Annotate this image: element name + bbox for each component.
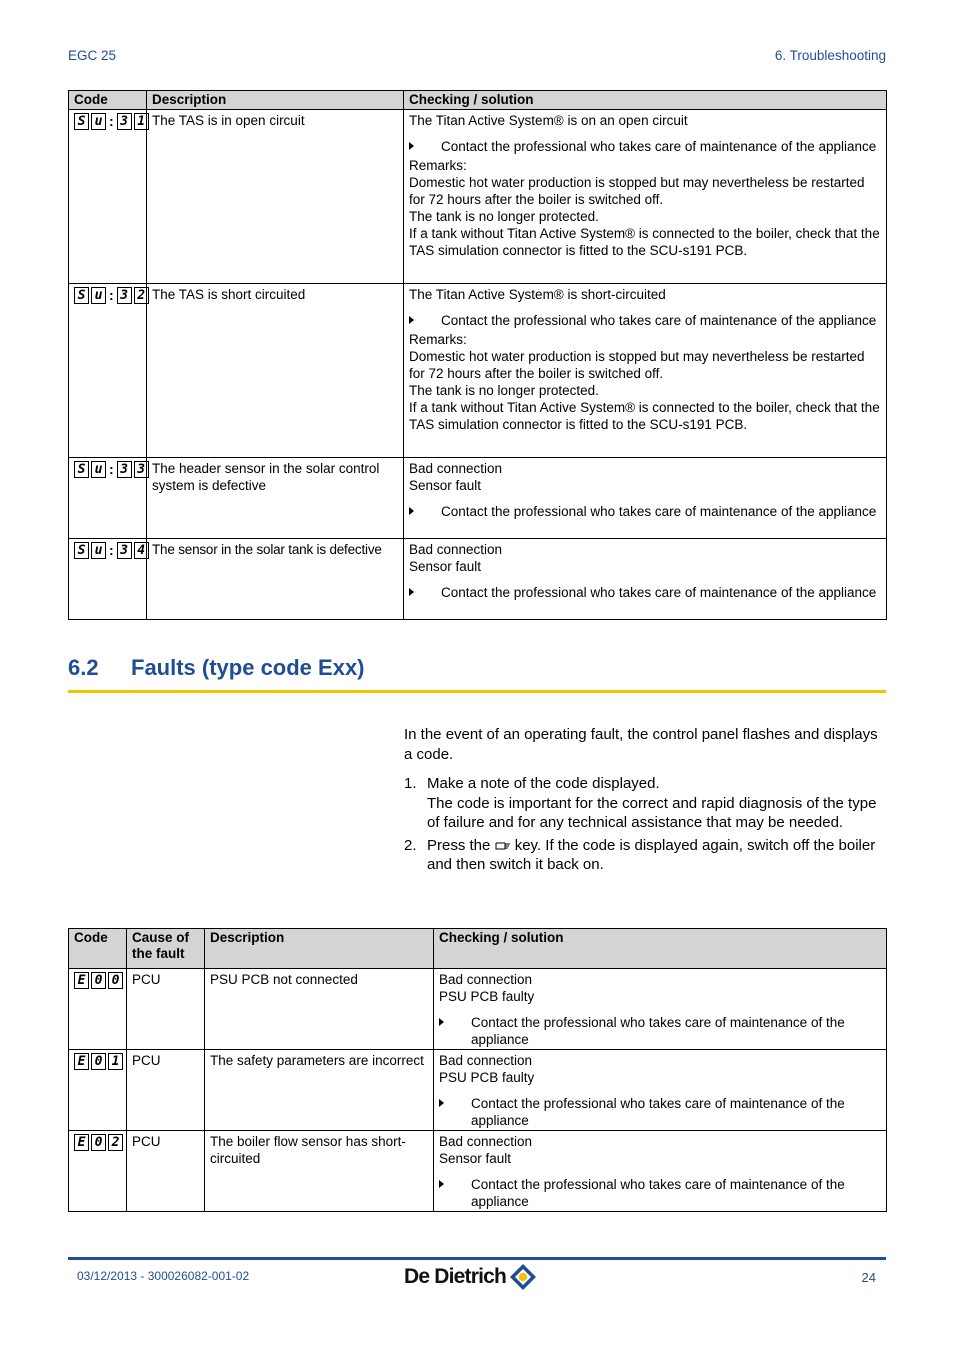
description-cell: The sensor in the solar tank is defective xyxy=(147,539,404,620)
code-digit: S xyxy=(74,542,89,559)
bullet-arrow-icon xyxy=(439,1180,444,1188)
code-digit: 2 xyxy=(108,1134,123,1151)
bullet-text: Contact the professional who takes care of maintenance of the appliance xyxy=(441,585,877,600)
solution-cell xyxy=(404,110,887,284)
col-header-description: Description xyxy=(205,929,434,969)
solution-line: Bad connection xyxy=(439,1134,533,1149)
remark-text: The tank is no longer protected. xyxy=(409,209,599,224)
solution-line: PSU PCB faulty xyxy=(439,989,535,1004)
table-row xyxy=(69,1050,887,1131)
solution-line: Bad connection xyxy=(409,461,503,476)
remarks-label: Remarks: xyxy=(409,158,467,173)
table-row xyxy=(69,110,887,284)
segment-code-display xyxy=(74,287,149,304)
bullet-arrow-icon xyxy=(409,316,414,324)
bullet-text: Contact the professional who takes care of maintenance of the appliance xyxy=(441,313,877,328)
code-digit: 3 xyxy=(117,542,132,559)
code-cell xyxy=(69,110,147,284)
code-digit: 1 xyxy=(134,113,149,130)
col-header-description: Description xyxy=(147,91,404,110)
bullet-arrow-icon xyxy=(409,588,414,596)
segment-code-display xyxy=(74,972,123,989)
description-cell: The TAS is short circuited xyxy=(147,284,404,458)
code-digit: 3 xyxy=(117,287,132,304)
code-digit: E xyxy=(74,972,89,989)
code-digit: 4 xyxy=(134,542,149,559)
description-cell: The boiler flow sensor has short-circuited xyxy=(205,1131,434,1212)
bullet-text: Contact the professional who takes care of maintenance of the appliance xyxy=(471,1096,845,1128)
section-underline xyxy=(68,690,886,693)
solution-cell xyxy=(434,1131,887,1212)
description-cell: PSU PCB not connected xyxy=(205,969,434,1050)
solution-cell xyxy=(404,284,887,458)
logo-wordmark: De Dietrich xyxy=(404,1265,507,1288)
bullet-text: Contact the professional who takes care of maintenance of the appliance xyxy=(471,1177,845,1209)
solution-line: The Titan Active System® is on an open circuit xyxy=(409,113,688,128)
step-2 xyxy=(404,836,889,875)
description-cell: The header sensor in the solar control system is defective xyxy=(147,458,404,539)
bullet-item xyxy=(409,584,881,601)
remarks-label: Remarks: xyxy=(409,332,467,347)
step-text: Press the xyxy=(427,836,491,854)
bullet-item xyxy=(439,1014,881,1048)
section-number: 6.2 xyxy=(68,655,99,680)
su-codes-table xyxy=(68,90,887,620)
col-header-checking: Checking / solution xyxy=(434,929,887,969)
code-digit: S xyxy=(74,113,89,130)
segment-code-display xyxy=(74,1053,123,1070)
remark-text: The tank is no longer protected. xyxy=(409,383,599,398)
code-digit: 3 xyxy=(117,113,132,130)
remark-text: Domestic hot water production is stopped but may nevertheless be restarted for 72 hours after the boiler is switched off. xyxy=(409,175,865,207)
section-heading xyxy=(68,655,365,681)
intro-paragraph: In the event of an operating fault, the control panel flashes and displays a code. xyxy=(404,726,878,763)
solution-line: Sensor fault xyxy=(409,559,482,574)
code-digit: 0 xyxy=(91,1134,106,1151)
section-title: Faults (type code Exx) xyxy=(131,655,365,680)
code-colon: : xyxy=(109,287,114,303)
table-row xyxy=(69,458,887,539)
cause-cell: PCU xyxy=(127,969,205,1050)
code-colon: : xyxy=(109,461,114,477)
code-digit: E xyxy=(74,1053,89,1070)
bullet-text: Contact the professional who takes care of maintenance of the appliance xyxy=(471,1015,845,1047)
step-number: 2. xyxy=(404,836,417,854)
bullet-item xyxy=(439,1176,881,1210)
step-text: Make a note of the code displayed. xyxy=(427,775,660,792)
code-digit: u xyxy=(91,461,106,478)
solution-line: Bad connection xyxy=(409,542,503,557)
bullet-item xyxy=(409,312,881,329)
code-digit: u xyxy=(91,542,106,559)
col-header-checking: Checking / solution xyxy=(404,91,887,110)
bullet-arrow-icon xyxy=(439,1099,444,1107)
col-header-code: Code xyxy=(69,929,127,969)
footer-date-ref: 03/12/2013 - 300026082-001-02 xyxy=(77,1269,250,1283)
table-row xyxy=(69,539,887,620)
solution-cell xyxy=(434,1050,887,1131)
code-digit: 0 xyxy=(91,972,106,989)
segment-code-display xyxy=(74,461,149,478)
table-row xyxy=(69,1131,887,1212)
intro-text xyxy=(404,725,889,878)
bullet-text: Contact the professional who takes care of maintenance of the appliance xyxy=(441,139,877,154)
exx-codes-table xyxy=(68,928,887,1212)
step-text: The code is important for the correct and rapid diagnosis of the type of failure and for any technical assistance that may be needed. xyxy=(427,794,877,831)
code-digit: 3 xyxy=(134,461,149,478)
col-header-code: Code xyxy=(69,91,147,110)
solution-line: Sensor fault xyxy=(439,1151,512,1166)
bullet-item xyxy=(409,138,881,155)
code-digit: u xyxy=(91,287,106,304)
code-digit: E xyxy=(74,1134,89,1151)
description-cell: The TAS is in open circuit xyxy=(147,110,404,284)
bullet-item xyxy=(409,503,881,520)
remark-text: If a tank without Titan Active System® is connected to the boiler, check that the TAS simulation connector is fitted to the SCU-s191 PCB. xyxy=(409,226,880,258)
code-digit: 3 xyxy=(117,461,132,478)
code-digit: 2 xyxy=(134,287,149,304)
table-row xyxy=(69,969,887,1050)
code-digit: u xyxy=(91,113,106,130)
chapter-title: 6. Troubleshooting xyxy=(774,48,886,63)
brand-logo xyxy=(404,1259,538,1295)
solution-line: The Titan Active System® is short-circuited xyxy=(409,287,666,302)
solution-line: Sensor fault xyxy=(409,478,482,493)
step-1 xyxy=(404,774,889,833)
code-cell xyxy=(69,539,147,620)
solution-cell xyxy=(404,539,887,620)
cause-cell: PCU xyxy=(127,1131,205,1212)
solution-line: Bad connection xyxy=(439,1053,533,1068)
hand-pointer-icon xyxy=(495,839,511,851)
solution-line: Bad connection xyxy=(439,972,533,987)
cause-cell: PCU xyxy=(127,1050,205,1131)
col-header-cause: Cause of the fault xyxy=(127,929,205,969)
doc-title: EGC 25 xyxy=(68,48,117,63)
code-colon: : xyxy=(109,542,114,558)
bullet-text: Contact the professional who takes care of maintenance of the appliance xyxy=(441,504,877,519)
code-digit: 0 xyxy=(91,1053,106,1070)
segment-code-display xyxy=(74,542,149,559)
segment-code-display xyxy=(74,113,149,130)
description-cell: The safety parameters are incorrect xyxy=(205,1050,434,1131)
solution-cell xyxy=(404,458,887,539)
table-row xyxy=(69,284,887,458)
code-cell xyxy=(69,458,147,539)
step-text: key. If the code is displayed again, switch off the boiler and then switch it back on. xyxy=(427,836,876,873)
solution-cell xyxy=(434,969,887,1050)
logo-diamond-icon xyxy=(508,1262,538,1292)
code-cell xyxy=(69,284,147,458)
table-header-row xyxy=(69,91,887,110)
page-number: 24 xyxy=(861,1270,876,1285)
bullet-arrow-icon xyxy=(409,507,414,515)
bullet-arrow-icon xyxy=(439,1018,444,1026)
table-header-row xyxy=(69,929,887,969)
code-digit: S xyxy=(74,461,89,478)
bullet-arrow-icon xyxy=(409,142,414,150)
bullet-item xyxy=(439,1095,881,1129)
code-cell xyxy=(69,1050,127,1131)
code-cell xyxy=(69,1131,127,1212)
code-digit: 1 xyxy=(108,1053,123,1070)
segment-code-display xyxy=(74,1134,123,1151)
step-number: 1. xyxy=(404,775,417,792)
code-cell xyxy=(69,969,127,1050)
code-digit: 0 xyxy=(108,972,123,989)
code-digit: S xyxy=(74,287,89,304)
remark-text: Domestic hot water production is stopped but may nevertheless be restarted for 72 hours after the boiler is switched off. xyxy=(409,349,865,381)
remark-text: If a tank without Titan Active System® is connected to the boiler, check that the TAS simulation connector is fitted to the SCU-s191 PCB. xyxy=(409,400,880,432)
code-colon: : xyxy=(109,113,114,129)
solution-line: PSU PCB faulty xyxy=(439,1070,535,1085)
